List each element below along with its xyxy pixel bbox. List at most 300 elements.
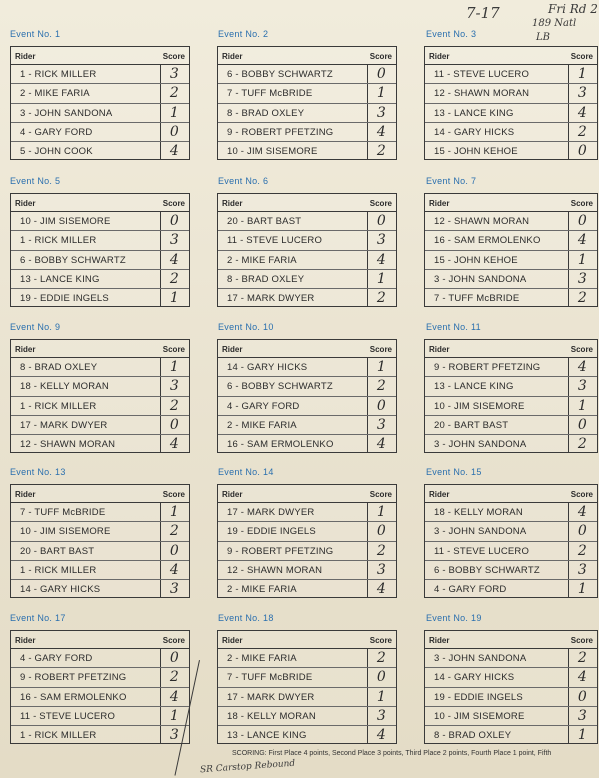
heat-table: [10, 193, 190, 307]
rider-name: 13 - LANCE KING: [227, 730, 307, 742]
event-title: Event No. 7: [426, 176, 477, 186]
table-row: [11, 231, 189, 250]
rider-score: 0: [577, 523, 587, 540]
table-row: [11, 358, 189, 377]
rider-name: 15 - JOHN KEHOE: [434, 146, 518, 158]
table-row: [11, 289, 189, 307]
rider-score: 3: [169, 378, 179, 395]
score-column-header: Score: [570, 199, 593, 208]
table-row: [11, 435, 189, 453]
heat-table: [217, 339, 397, 453]
rider-name: 20 - BART BAST: [20, 545, 95, 557]
heat-table: [217, 193, 397, 307]
table-row: [218, 65, 396, 84]
heat-table: [424, 193, 598, 307]
rider-name: 4 - GARY FORD: [20, 653, 93, 664]
rider-score: 3: [376, 707, 386, 724]
rider-column-header: Rider: [429, 345, 450, 354]
table-row: [218, 435, 396, 453]
rider-score: 2: [376, 143, 386, 160]
rider-name: 4 - GARY FORD: [227, 400, 300, 412]
score-column-header: Score: [369, 490, 392, 499]
table-row: [425, 65, 597, 84]
rider-score: 2: [376, 650, 386, 666]
rider-score: 1: [169, 290, 179, 307]
rider-score: 3: [169, 727, 179, 744]
score-column-header: Score: [369, 199, 392, 208]
table-row: [11, 65, 189, 84]
rider-name: 10 - JIM SISEMORE: [434, 710, 525, 722]
table-row: [11, 377, 189, 396]
rider-name: 2 - MIKE FARIA: [20, 88, 90, 100]
rider-score: 3: [577, 270, 587, 287]
rider-name: 18 - KELLY MORAN: [434, 507, 523, 518]
table-row: [425, 580, 597, 598]
table-row: [425, 649, 597, 668]
table-row: [425, 561, 597, 580]
rider-score: 1: [376, 688, 386, 705]
handwritten-date: 7-17: [466, 4, 500, 22]
heat-table: [424, 630, 598, 744]
event-title: Event No. 11: [426, 322, 481, 332]
rider-score: 4: [376, 123, 386, 140]
score-column-header: Score: [162, 199, 185, 208]
rider-score: 0: [169, 213, 179, 229]
rider-score: 4: [376, 251, 386, 268]
table-row: [11, 726, 189, 744]
handwritten-note-top-right: Fri Rd 2: [548, 2, 598, 16]
rider-name: 7 - TUFF McBRIDE: [20, 507, 106, 518]
event-card: [426, 321, 599, 453]
heat-table: [424, 484, 598, 598]
event-card: [10, 321, 186, 453]
handwritten-note-bottom: SR Carstop Rebound: [199, 758, 296, 776]
event-title: Event No. 19: [426, 613, 482, 623]
score-column-header: Score: [570, 345, 593, 354]
table-row: [218, 104, 396, 123]
rider-name: 19 - EDDIE INGELS: [20, 293, 109, 305]
rider-score: 2: [577, 123, 587, 140]
table-row: [425, 435, 597, 453]
rider-name: 18 - KELLY MORAN: [227, 710, 316, 722]
rider-score: 4: [376, 581, 386, 598]
rider-name: 3 - JOHN SANDONA: [20, 107, 113, 119]
rider-score: 1: [169, 707, 179, 724]
table-row: [425, 358, 597, 377]
score-column-header: Score: [369, 52, 392, 61]
table-row: [218, 561, 396, 580]
rider-name: 12 - SHAWN MORAN: [434, 216, 530, 227]
rider-name: 1 - RICK MILLER: [20, 400, 97, 412]
rider-name: 10 - JIM SISEMORE: [20, 216, 111, 227]
table-row: [218, 668, 396, 687]
rider-score: 3: [169, 232, 179, 249]
rider-score: 1: [577, 66, 587, 82]
rider-score: 4: [169, 436, 179, 453]
rider-score: 4: [376, 436, 386, 453]
rider-name: 16 - SAM ERMOLENKO: [20, 691, 127, 703]
rider-name: 2 - MIKE FARIA: [227, 419, 297, 431]
rider-score: 2: [169, 85, 179, 102]
score-column-header: Score: [570, 52, 593, 61]
rider-column-header: Rider: [429, 52, 450, 61]
rider-score: 4: [376, 727, 386, 744]
heat-table: [10, 339, 190, 453]
rider-score: 3: [577, 85, 587, 102]
rider-score: 3: [577, 378, 587, 395]
rider-column-header: Rider: [222, 199, 243, 208]
rider-name: 4 - GARY FORD: [434, 584, 507, 596]
rider-name: 2 - MIKE FARIA: [227, 653, 297, 664]
rider-score: 4: [169, 143, 179, 160]
event-title: Event No. 15: [426, 467, 482, 477]
table-row: [425, 123, 597, 142]
table-row: [218, 580, 396, 598]
rider-name: 12 - SHAWN MORAN: [434, 88, 530, 100]
rider-score: 3: [376, 232, 386, 249]
table-row: [425, 542, 597, 561]
table-row: [425, 104, 597, 123]
rider-name: 17 - MARK DWYER: [227, 293, 315, 305]
rider-column-header: Rider: [15, 636, 36, 645]
table-row: [218, 707, 396, 726]
table-row: [425, 726, 597, 744]
rider-name: 10 - JIM SISEMORE: [434, 400, 525, 412]
rider-name: 14 - GARY HICKS: [20, 584, 101, 596]
rider-name: 16 - SAM ERMOLENKO: [434, 235, 541, 247]
score-column-header: Score: [162, 345, 185, 354]
table-header: [218, 631, 396, 649]
event-card: [10, 466, 186, 598]
rider-score: 2: [577, 542, 587, 559]
table-row: [11, 649, 189, 668]
score-column-header: Score: [369, 345, 392, 354]
rider-name: 11 - STEVE LUCERO: [434, 545, 530, 557]
rider-score: 1: [169, 359, 179, 375]
table-header: [11, 340, 189, 358]
rider-score: 3: [577, 561, 587, 578]
table-row: [11, 688, 189, 707]
rider-score: 0: [577, 688, 587, 705]
table-row: [11, 542, 189, 561]
rider-name: 10 - JIM SISEMORE: [227, 146, 318, 158]
rider-name: 19 - EDDIE INGELS: [434, 691, 523, 703]
rider-name: 1 - RICK MILLER: [20, 69, 97, 80]
rider-name: 13 - LANCE KING: [434, 107, 514, 119]
rider-name: 1 - RICK MILLER: [20, 235, 97, 247]
rider-score: 1: [577, 581, 587, 598]
table-row: [11, 397, 189, 416]
rider-name: 9 - ROBERT PFETZING: [20, 672, 127, 684]
rider-name: 7 - TUFF McBRIDE: [227, 88, 313, 100]
event-title: Event No. 17: [10, 613, 66, 623]
rider-score: 0: [577, 416, 587, 433]
rider-score: 4: [577, 359, 587, 375]
rider-score: 1: [376, 270, 386, 287]
table-row: [11, 707, 189, 726]
rider-name: 15 - JOHN KEHOE: [434, 254, 518, 266]
heat-table: [217, 46, 397, 160]
table-row: [11, 251, 189, 270]
table-header: [425, 47, 597, 65]
rider-score: 3: [376, 104, 386, 121]
table-row: [218, 503, 396, 522]
rider-score: 2: [169, 669, 179, 686]
rider-name: 3 - JOHN SANDONA: [434, 439, 527, 451]
event-title: Event No. 1: [10, 29, 61, 39]
table-row: [425, 289, 597, 307]
table-row: [425, 377, 597, 396]
table-row: [218, 231, 396, 250]
table-row: [218, 212, 396, 231]
rider-score: 3: [169, 66, 179, 82]
rider-column-header: Rider: [15, 490, 36, 499]
rider-score: 0: [577, 143, 587, 160]
table-row: [218, 84, 396, 103]
rider-score: 1: [376, 359, 386, 375]
table-row: [425, 231, 597, 250]
event-card: [10, 28, 186, 160]
rider-name: 8 - BRAD OXLEY: [227, 107, 305, 119]
event-card: [218, 28, 394, 160]
rider-column-header: Rider: [429, 490, 450, 499]
rider-score: 0: [376, 213, 386, 229]
rider-score: 0: [376, 523, 386, 540]
rider-score: 2: [376, 378, 386, 395]
rider-name: 3 - JOHN SANDONA: [434, 653, 527, 664]
rider-name: 14 - GARY HICKS: [434, 126, 515, 138]
rider-name: 4 - GARY FORD: [20, 126, 93, 138]
rider-name: 8 - BRAD OXLEY: [227, 273, 305, 285]
table-header: [218, 47, 396, 65]
table-row: [11, 142, 189, 160]
rider-name: 14 - GARY HICKS: [227, 362, 308, 373]
rider-name: 5 - JOHN COOK: [20, 146, 93, 158]
rider-score: 1: [376, 85, 386, 102]
rider-column-header: Rider: [15, 345, 36, 354]
event-title: Event No. 3: [426, 29, 477, 39]
rider-name: 9 - ROBERT PFETZING: [434, 362, 541, 373]
score-column-header: Score: [162, 52, 185, 61]
rider-name: 11 - STEVE LUCERO: [434, 69, 530, 80]
rider-column-header: Rider: [429, 636, 450, 645]
event-card: [426, 28, 599, 160]
heat-table: [424, 46, 598, 160]
rider-score: 2: [577, 436, 587, 453]
table-row: [11, 212, 189, 231]
rider-column-header: Rider: [15, 199, 36, 208]
rider-name: 10 - JIM SISEMORE: [20, 526, 111, 538]
rider-score: 0: [169, 123, 179, 140]
rider-score: 1: [169, 504, 179, 520]
table-row: [425, 142, 597, 160]
event-card: [218, 175, 394, 307]
table-row: [218, 270, 396, 289]
table-row: [218, 358, 396, 377]
table-row: [218, 726, 396, 744]
rider-name: 20 - BART BAST: [434, 419, 509, 431]
rider-name: 6 - BOBBY SCHWARTZ: [227, 381, 333, 393]
table-header: [218, 194, 396, 212]
heat-table: [217, 484, 397, 598]
rider-score: 4: [577, 669, 587, 686]
event-title: Event No. 14: [218, 467, 274, 477]
table-row: [218, 397, 396, 416]
rider-column-header: Rider: [222, 345, 243, 354]
rider-name: 14 - GARY HICKS: [434, 672, 515, 684]
table-row: [425, 416, 597, 435]
event-card: [218, 466, 394, 598]
table-row: [425, 503, 597, 522]
table-row: [425, 397, 597, 416]
rider-column-header: Rider: [222, 490, 243, 499]
score-column-header: Score: [570, 636, 593, 645]
rider-score: 1: [376, 504, 386, 520]
rider-name: 12 - SHAWN MORAN: [227, 564, 323, 576]
rider-name: 16 - SAM ERMOLENKO: [227, 439, 334, 451]
rider-name: 3 - JOHN SANDONA: [434, 273, 527, 285]
table-row: [11, 416, 189, 435]
rider-name: 2 - MIKE FARIA: [227, 254, 297, 266]
table-row: [218, 123, 396, 142]
table-row: [218, 542, 396, 561]
rider-score: 1: [577, 397, 587, 414]
table-row: [425, 668, 597, 687]
event-card: [10, 612, 186, 744]
rider-score: 3: [376, 416, 386, 433]
rider-score: 2: [169, 397, 179, 414]
table-header: [425, 631, 597, 649]
rider-score: 0: [376, 669, 386, 686]
heat-table: [10, 46, 190, 160]
rider-score: 2: [169, 523, 179, 540]
score-column-header: Score: [570, 490, 593, 499]
event-title: Event No. 5: [10, 176, 61, 186]
rider-name: 12 - SHAWN MORAN: [20, 439, 116, 451]
rider-name: 18 - KELLY MORAN: [20, 381, 109, 393]
table-row: [425, 251, 597, 270]
event-card: [426, 612, 599, 744]
rider-score: 3: [169, 581, 179, 598]
score-column-header: Score: [162, 636, 185, 645]
rider-score: 2: [577, 290, 587, 307]
event-title: Event No. 18: [218, 613, 274, 623]
score-column-header: Score: [369, 636, 392, 645]
table-header: [425, 194, 597, 212]
table-row: [11, 123, 189, 142]
rider-name: 7 - TUFF McBRIDE: [227, 672, 313, 684]
rider-score: 1: [577, 727, 587, 744]
table-header: [11, 47, 189, 65]
event-card: [218, 321, 394, 453]
table-row: [218, 416, 396, 435]
rider-score: 4: [577, 232, 587, 249]
rider-name: 1 - RICK MILLER: [20, 730, 97, 742]
heat-table: [424, 339, 598, 453]
event-title: Event No. 2: [218, 29, 269, 39]
rider-score: 0: [169, 542, 179, 559]
rider-score: 0: [577, 213, 587, 229]
rider-name: 8 - BRAD OXLEY: [20, 362, 98, 373]
rider-name: 13 - LANCE KING: [434, 381, 514, 393]
heat-table: [10, 630, 190, 744]
rider-name: 9 - ROBERT PFETZING: [227, 545, 334, 557]
table-header: [425, 485, 597, 503]
rider-score: 1: [169, 104, 179, 121]
rider-score: 2: [169, 270, 179, 287]
table-row: [11, 503, 189, 522]
table-header: [11, 194, 189, 212]
table-row: [11, 522, 189, 541]
event-card: [218, 612, 394, 744]
rider-name: 17 - MARK DWYER: [227, 507, 315, 518]
rider-score: 0: [169, 416, 179, 433]
rider-score: 4: [577, 104, 587, 121]
rider-column-header: Rider: [429, 199, 450, 208]
rider-score: 3: [376, 561, 386, 578]
rider-name: 20 - BART BAST: [227, 216, 302, 227]
rider-score: 0: [376, 66, 386, 82]
rider-name: 9 - ROBERT PFETZING: [227, 126, 334, 138]
rider-score: 0: [376, 397, 386, 414]
event-title: Event No. 13: [10, 467, 66, 477]
rider-name: 2 - MIKE FARIA: [227, 584, 297, 596]
rider-score: 4: [169, 561, 179, 578]
rider-score: 4: [577, 504, 587, 520]
rider-name: 7 - TUFF McBRIDE: [434, 293, 520, 305]
table-row: [218, 688, 396, 707]
rider-column-header: Rider: [15, 52, 36, 61]
table-row: [11, 270, 189, 289]
rider-score: 2: [376, 542, 386, 559]
table-row: [218, 142, 396, 160]
scoring-footnote: SCORING: First Place 4 points, Second Place 3 points, Third Place 2 points, Fourth Place 1 point, Fifth: [232, 750, 552, 757]
rider-name: 13 - LANCE KING: [20, 273, 100, 285]
table-row: [218, 649, 396, 668]
event-card: [426, 466, 599, 598]
table-row: [218, 377, 396, 396]
table-header: [218, 485, 396, 503]
event-card: [426, 175, 599, 307]
rider-name: 6 - BOBBY SCHWARTZ: [227, 69, 333, 80]
rider-name: 11 - STEVE LUCERO: [227, 235, 323, 247]
table-header: [11, 485, 189, 503]
rider-name: 6 - BOBBY SCHWARTZ: [434, 564, 540, 576]
rider-score: 2: [577, 650, 587, 666]
table-header: [218, 340, 396, 358]
rider-name: 1 - RICK MILLER: [20, 564, 97, 576]
table-row: [425, 522, 597, 541]
heat-table: [10, 484, 190, 598]
table-row: [425, 212, 597, 231]
handwritten-note-top-right-2: 189 Natl: [532, 18, 577, 29]
table-row: [425, 270, 597, 289]
rider-score: 0: [169, 650, 179, 666]
rider-name: 17 - MARK DWYER: [227, 691, 315, 703]
table-row: [11, 561, 189, 580]
rider-name: 6 - BOBBY SCHWARTZ: [20, 254, 126, 266]
rider-score: 2: [376, 290, 386, 307]
table-row: [425, 707, 597, 726]
table-header: [425, 340, 597, 358]
table-row: [218, 289, 396, 307]
table-row: [218, 522, 396, 541]
table-row: [11, 104, 189, 123]
table-row: [11, 668, 189, 687]
table-row: [11, 580, 189, 598]
table-row: [425, 84, 597, 103]
event-title: Event No. 6: [218, 176, 269, 186]
